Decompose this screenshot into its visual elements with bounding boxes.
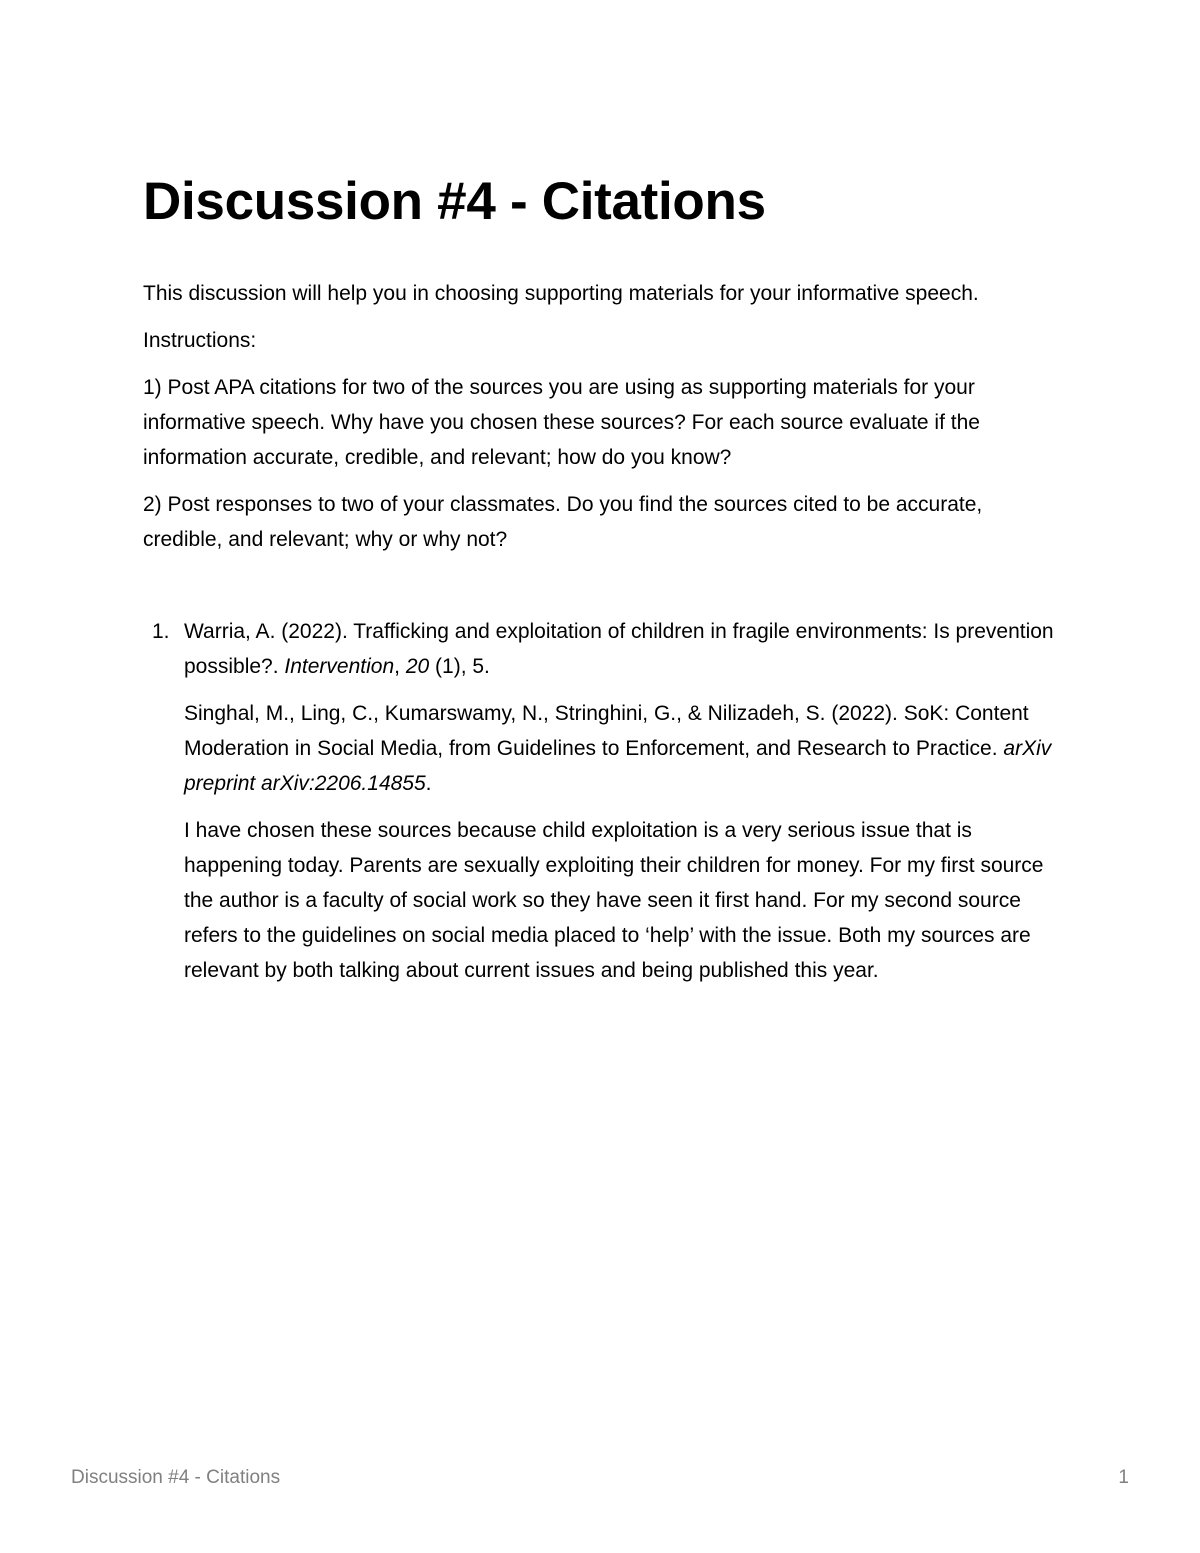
citation-warria-journal: Intervention [284,655,395,678]
footer-page-number: 1 [1118,1467,1129,1488]
citation-singhal [184,696,1063,801]
footer-title: Discussion #4 - Citations [71,1467,281,1488]
citation-warria-issue: (1), 5. [429,655,490,678]
intro-paragraph: This discussion will help you in choosing supporting materials for your informative speech. [143,282,979,305]
citation-list [143,614,1063,988]
citation-singhal-end: . [425,772,432,795]
citation-warria-sep: , [394,655,406,678]
explanation-paragraph: I have chosen these sources because child exploitation is a very serious issue that is happening today. Parents are sexually exploiting their children for money. For my first source the author is a faculty of social work so they have seen it first hand. For my second source refers to the guidelines on social media placed to ‘help’ with the issue. Both my sources are relevant by both talking about current issues and being published this year. [184,819,1044,982]
instruction-item-2: 2) Post responses to two of your classmates. Do you find the sources cited to be accurate, credible, and relevant; why or why not? [143,493,983,551]
citation-warria-volume: 20 [405,655,430,678]
page-content [143,168,1063,1000]
list-marker: 1. [152,620,170,643]
page-title: Discussion #4 - Citations [143,172,766,231]
spacer [143,569,1063,614]
instruction-item-1: 1) Post APA citations for two of the sources you are using as supporting materials for your informative speech. Why have you chosen these sources? For each source evaluate if the information accurate, credible, and relevant; how do you know? [143,376,980,469]
citation-warria [184,614,1063,684]
citation-warria-text: Warria, A. (2022). Trafficking and exploitation of children in fragile environments: Is prevention possible?. [184,620,1054,678]
citation-singhal-source: arXiv preprint arXiv:2206.14855 [184,737,1052,795]
page-footer [71,1464,1129,1492]
citation-singhal-text: Singhal, M., Ling, C., Kumarswamy, N., Stringhini, G., & Nilizadeh, S. (2022). SoK: Content Moderation in Social Media, from Guidelines to Enforcement, and Research to Practice. [184,702,1029,760]
instructions-label: Instructions: [143,329,257,352]
